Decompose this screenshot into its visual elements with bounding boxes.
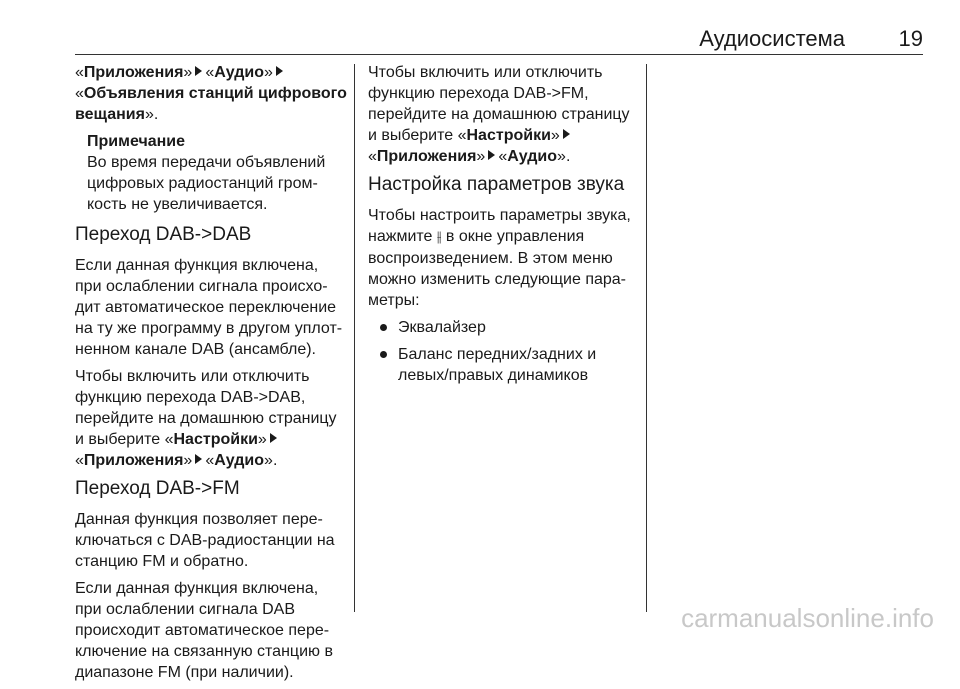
nav-apps: Приложения xyxy=(376,148,477,165)
page-header xyxy=(75,24,923,55)
list-item: Баланс передних/задних и левых/правых динамиков xyxy=(376,344,640,386)
note-title: Примечание xyxy=(87,133,186,150)
heading-dab-dab: Переход DAB->DAB xyxy=(75,224,252,245)
heading-dab-fm: Переход DAB->FM xyxy=(75,478,240,499)
paragraph-sound-b: в окне управления воспроизведением. В этом меню можно изменить следующие пара-метры: xyxy=(368,228,627,309)
column-divider xyxy=(646,64,647,612)
paragraph-sound xyxy=(368,205,640,311)
paragraph-fm-3: Чтобы включить или отключить функцию перехода DAB->FM, перейдите на домашнюю страницу и выберите «Настройки» «Приложения» «Аудио». xyxy=(368,64,630,165)
nav-settings: Настройки xyxy=(173,431,258,448)
nav-announcements: Объявления станций цифрового вещания xyxy=(75,85,347,123)
triangle-right-icon xyxy=(563,129,570,139)
triangle-right-icon xyxy=(276,66,283,76)
note-block xyxy=(75,131,347,215)
column-divider xyxy=(354,64,355,612)
paragraph-dab-2: Чтобы включить или отключить функцию перехода DAB->DAB, перейдите на домашнюю страницу и выберите «Настройки» «Приложения» «Аудио». xyxy=(75,368,337,469)
paragraph-fm-2: Если данная функция включена, при ослаблении сигнала DAB происходит автоматическое пере-ключение на связанную станцию в диапазоне FM (при наличии). xyxy=(75,580,333,681)
triangle-right-icon xyxy=(488,150,495,160)
page-title: Аудиосистема xyxy=(699,26,845,51)
nav-settings: Настройки xyxy=(466,127,551,144)
nav-path-announcements: «Приложения» «Аудио»«Объявления станций цифрового вещания». xyxy=(75,64,347,123)
nav-audio: Аудио xyxy=(214,452,265,469)
sound-options-list xyxy=(368,317,640,386)
list-item: Эквалайзер xyxy=(376,317,640,338)
watermark: carmanualsonline.info xyxy=(681,603,934,633)
paragraph-sound-a: Чтобы настроить параметры звука, нажмите xyxy=(368,207,631,245)
triangle-right-icon xyxy=(195,66,202,76)
paragraph-dab-2-text: Чтобы включить или отключить функцию перехода DAB->DAB, перейдите на домашнюю страницу и выберите xyxy=(75,368,337,448)
triangle-right-icon xyxy=(270,433,277,443)
note-text: Во время передачи объявлений цифровых радиостанций гром-кость не увеличивается. xyxy=(87,154,326,213)
column-middle xyxy=(368,62,640,392)
nav-audio: Аудио xyxy=(214,64,265,81)
paragraph-fm-1: Данная функция позволяет пере-ключаться с DAB-радиостанции на станцию FM и обратно. xyxy=(75,511,335,570)
heading-sound-settings: Настройка параметров звука xyxy=(368,174,625,195)
equalizer-icon: ⫲ xyxy=(436,229,442,245)
page-number: 19 xyxy=(898,26,923,51)
triangle-right-icon xyxy=(195,454,202,464)
nav-apps: Приложения xyxy=(83,452,184,469)
paragraph-dab-1: Если данная функция включена, при ослаблении сигнала происхо-дит автоматическое переключение на ту же программу в другом уплот-ненном канале DAB (ансамбле). xyxy=(75,257,343,358)
paragraph-fm-3-text: Чтобы включить или отключить функцию перехода DAB->FM, перейдите на домашнюю страницу и выберите xyxy=(368,64,630,144)
nav-apps: Приложения xyxy=(83,64,184,81)
column-left xyxy=(75,62,347,689)
nav-audio: Аудио xyxy=(507,148,558,165)
